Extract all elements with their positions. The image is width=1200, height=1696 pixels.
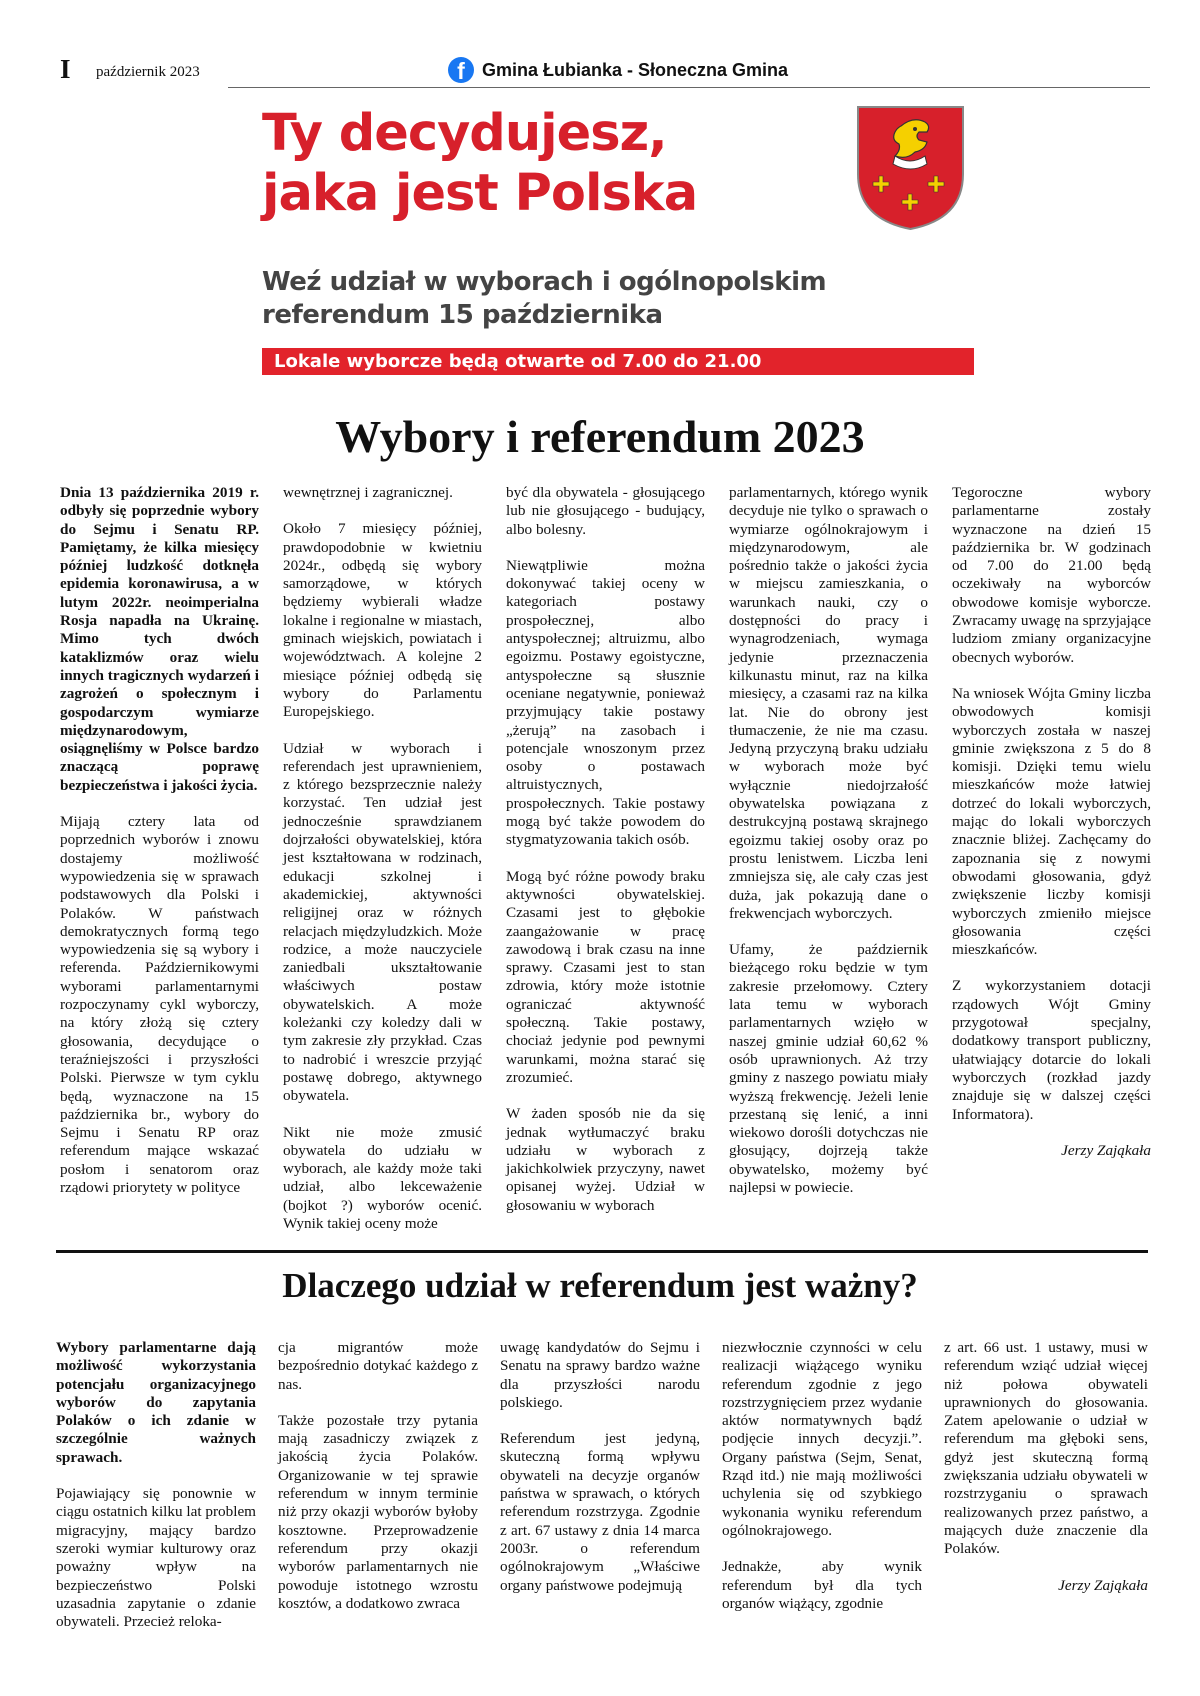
facebook-page-link[interactable] <box>448 57 788 83</box>
article2-paragraph: cja migrantów może bezpośrednio dotykać każdego z nas. <box>278 1339 478 1393</box>
article1-column-3 <box>506 484 705 1233</box>
banner-subtitle <box>262 266 826 332</box>
article1-column-5 <box>952 484 1151 1178</box>
banner-headline-line2: jaka jest Polska <box>262 164 698 223</box>
article2-paragraph: Jednakże, aby wynik referendum był dla tych organów wiążący, zgodnie <box>722 1558 922 1612</box>
banner-subtitle-line1: Weź udział w wyborach i ogólnopolskim <box>262 267 827 297</box>
article2-title: Dlaczego udział w referendum jest ważny? <box>282 1266 918 1305</box>
article2-column-4 <box>722 1339 922 1631</box>
article1-title: Wybory i referendum 2023 <box>335 411 865 462</box>
article2-signature: Jerzy Zająkała <box>1058 1576 1148 1594</box>
page-number: I <box>60 54 71 84</box>
article2-paragraph: Referendum jest jedyną, skuteczną formą wpływu obywateli na decyzje organów państwa w sprawach, o których referendum rozstrzyga. Zgodnie z art. 67 ustawy z dnia 14 marca 2003r. o referendum ogólnokrajowym „Właściwe organy państwowe podejmują <box>500 1430 700 1594</box>
coat-of-arms-icon <box>855 104 966 232</box>
article1-paragraph: parlamentarnych, którego wynik decyduje nie tylko o sprawach o wymiarze ogólnokrajowym i międzynarodowym, ale pośrednio także o jakości życia w miejscu zamieszkania, o warunkach nauki, czy o dostępności do pracy i wynagrodzeniach, wymaga jedynie przeznaczenia kilkunastu minut, raz na kilka miesięcy, a czasami raz na kilka lat. Nie do obrony jest tłumaczenie, że nie ma czasu. Jedyną przyczyną braku udziału w wyborach może być wyłącznie niedojrzałość obywatelska powiązana z destrukcyjną postawą skrajnego egoizmu takiej osoby oraz po prostu lenistwem. Liczba leni zmniejsza się, ale cały czas jest duża, jak pokazują dane o frekwencjach wyborczych. <box>729 484 928 922</box>
article-separator <box>56 1250 1148 1253</box>
election-banner <box>262 104 974 376</box>
polling-hours-bar: Lokale wyborcze będą otwarte od 7.00 do 21.00 <box>262 348 974 375</box>
article1-paragraph: być dla obywatela - głosującego lub nie głosującego - budujący, albo bolesny. <box>506 484 705 538</box>
article2-column-3 <box>500 1339 700 1613</box>
article2-paragraph: Pojawiający się ponownie w ciągu ostatnich kilku lat problem migracyjny, mający bardzo szeroki wymiar kulturowy oraz poważny wpływ na bezpieczeństwo Polski uzasadnia zapytanie o zdanie obywateli. Przecież reloka- <box>56 1485 256 1631</box>
article1-lead: Dnia 13 października 2019 r. odbyły się poprzednie wybory do Sejmu i Senatu RP. Pamiętamy, że kilka miesięcy później ludzkość dotknęła epidemia koronawirusa, a w lutym 2022r. neoimperialna Rosja napadła na Ukrainę. Mimo tych dwóch kataklizmów oraz wielu innych tragicznych wydarzeń i zagrożeń o społecznym i gospodarczym wymiarze międzynarodowym, osiągnęliśmy w Polsce bardzo znaczącą poprawę bezpieczeństwa i jakości życia. <box>60 484 259 794</box>
article1-signature: Jerzy Zająkała <box>1061 1141 1151 1159</box>
banner-subtitle-line2: referendum 15 października <box>262 300 663 330</box>
article1-paragraph: wewnętrznej i zagranicznej. <box>283 484 453 501</box>
article2-paragraph: Także pozostałe trzy pytania mają zasadniczy związek z jakością życia Polaków. Organizowanie w tej sprawie referendum w innym terminie niż przy okazji wyborów byłoby kosztowne. Przeprowadzenie referendum przy okazji wyborów parlamentarnych nie powoduje istotnego wzrostu kosztów, a dodatkowo zwraca <box>278 1411 478 1612</box>
article1-column-4 <box>729 484 928 1215</box>
article1-paragraph: Mijają cztery lata od poprzednich wyborów i znowu dostajemy możliwość wypowiedzenia się w sprawach podstawowych dla Polski i Polaków. W państwach demokratycznych formą tego wypowiedzenia się są wybory i referenda. Październikowymi wyborami parlamentarnymi rozpoczynamy cykl wyborczy, na który złożą się cztery głosowania, decydujące o teraźniejszości i przyszłości Polski. Pierwsze w tym cyklu będą, wyznaczone na 15 października br., wybory do Sejmu i Senatu RP oraz referendum mające wskazać posłom i senatorom oraz rządowi priorytety w polityce <box>60 813 259 1196</box>
article2-column-1 <box>56 1339 256 1649</box>
issue-date: październik 2023 <box>96 64 200 80</box>
article1-column-2 <box>283 484 482 1251</box>
article1-paragraph: Nikt nie może zmusić obywatela do udziału w wyborach, ale każdy może taki udział, albo lekceważenie (bojkot ?) wyborów ocenić. Wynik takiej oceny może <box>283 1123 482 1232</box>
article2-paragraph: z art. 66 ust. 1 ustawy, musi w referendum wziąć udział więcej niż połowa obywateli uprawnionych do głosowania. Zatem apelowanie o udział w referendum ma głęboki sens, gdyż jest skuteczną formą zwiększania udziału obywateli w rozstrzyganiu o sprawach realizowanych przez państwo, a mających duże znaczenie dla Polaków. <box>944 1339 1148 1558</box>
facebook-icon: f <box>448 57 474 83</box>
article1-paragraph: Mogą być różne powody braku aktywności obywatelskiej. Czasami jest to głębokie zaangażowanie w pracę zawodową i brak czasu na inne sprawy. Czasami jest to stan zdrowia, który może istotnie ograniczać aktywność społeczną. Takie postawy, chociaż jedynie pod pewnymi warunkami, można starać się zrozumieć. <box>506 867 705 1086</box>
banner-headline-line1: Ty decydujesz, <box>262 104 667 163</box>
article2-paragraph: niezwłocznie czynności w celu realizacji wiążącego wyniku referendum zgodnie z jego rozstrzygnięciem przez wydanie aktów normatywnych bądź podjęcie innych decyzji.”. Organy państwa (Sejm, Senat, Rząd itd.) nie mają możliwości uchylenia się od szybkiego wykonania wyniku referendum ogólnokrajowego. <box>722 1339 922 1539</box>
article2-paragraph: uwagę kandydatów do Sejmu i Senatu na sprawy bardzo ważne dla przyszłości narodu polskiego. <box>500 1339 700 1411</box>
article2-lead: Wybory parlamentarne dają możliwość wykorzystania potencjału organizacyjnego wyborów do zapytania Polaków o ich zdanie w szczególnie ważnych sprawach. <box>56 1339 256 1466</box>
banner-headline <box>262 104 697 224</box>
article2-column-5 <box>944 1339 1148 1613</box>
article1-paragraph: Około 7 miesięcy później, prawdopodobnie w kwietniu 2024r., odbędą się wybory samorządowe, w których będziemy wybierali władze lokalne i regionalne w miastach, gminach wiejskich, powiatach i województwach. A kolejne 2 miesiące później odbędą się wybory do Parlamentu Europejskiego. <box>283 520 482 721</box>
article1-paragraph: Udział w wyborach i referendach jest uprawnieniem, z którego bezsprzecznie należy korzystać. Ten udział jest jednocześnie sprawdzianem dojrzałości obywatelskiej, która jest kształtowana w rodzinach, edukacji szkolnej i akademickiej, aktywności religijnej oraz w różnych relacjach międzyludzkich. Może rodzice, a może nauczyciele zaniedbali ukształtowanie właściwych postaw obywatelskich. A może koleżanki czy koledzy dali w tym zakresie zły przykład. Czas to nadrobić i wreszcie przyjąć postawę dobrego, aktywnego obywatela. <box>283 739 482 1105</box>
article2-column-2 <box>278 1339 478 1631</box>
article1-paragraph: Ufamy, że październik bieżącego roku będzie w tym zakresie przełomowy. Cztery lata temu w wyborach parlamentarnych wzięło w naszej gminie udział 60,62 % osób uprawnionych. Aż trzy gminy z naszego powiatu miały wyższą frekwencję. Jeżeli lenie przestaną się lenić, a inni wiekowo dorośli dotychczas nie głosujący, dojrzeją także obywatelsko, możemy być najlepsi w powiecie. <box>729 941 928 1196</box>
article1-paragraph: Na wniosek Wójta Gminy liczba obwodowych komisji wyborczych została w naszej gminie zwiększona z 5 do 8 komisji. Dzięki temu wielu mieszkańców może łatwiej dotrzeć do lokali wyborczych, mając do lokali wyborczych znacznie bliżej. Zachęcamy do zapoznania się z nowymi obwodami głosowania, gdyż zwiększenie liczby komisji wyborczych zmieniło miejsce głosowania części mieszkańców. <box>952 684 1151 959</box>
article1-paragraph: Z wykorzystaniem dotacji rządowych Wójt Gminy przygotował specjalny, dodatkowy transport publiczny, ułatwiający dotarcie do lokali wyborczych (rozkład jazdy znajduje się w dalszej części Informatora). <box>952 977 1151 1123</box>
facebook-label: Gmina Łubianka - Słoneczna Gmina <box>482 59 789 80</box>
article1-column-1 <box>60 484 259 1215</box>
article1-paragraph: Niewątpliwie można dokonywać takiej oceny w kategoriach postawy prospołecznej, albo antyspołecznej; altruizmu, albo egoizmu. Postawy egoistyczne, antyspołeczne są słusznie oceniane negatywnie, ponieważ przyjmujący takie postawy „żerują” na zasobach i potencjale wnoszonym przez osoby o postawach altruistycznych, prospołecznych. Takie postawy mogą być także powodem do stygmatyzowania takich osób. <box>506 556 705 849</box>
article1-paragraph: Tegoroczne wybory parlamentarne zostały wyznaczone na dzień 15 października br. W godzinach od 7.00 do 21.00 będą oczekiwały na wyborców obwodowe komisje wyborcze. Zwracamy uwagę na sprzyjające ludziom zmiany organizacyjne obecnych wyborów. <box>952 484 1151 666</box>
header-rule <box>228 87 1150 88</box>
article1-paragraph: W żaden sposób nie da się jednak wytłumaczyć braku udziału w wyborach z jakichkolwiek przyczyny, nawet opisanej wyżej. Udział w głosowaniu w wyborach <box>506 1105 705 1214</box>
